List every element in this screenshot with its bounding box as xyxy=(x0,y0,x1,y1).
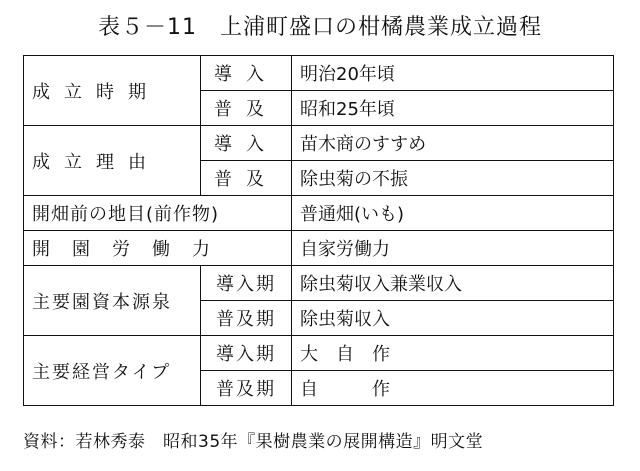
row-label-labor-force: 開園労働力 xyxy=(24,231,292,266)
table-row xyxy=(24,266,614,301)
sub-label: 導入期 xyxy=(201,336,292,371)
sub-label: 普及 xyxy=(201,161,292,196)
table-row xyxy=(24,231,614,266)
source-note: 資料：若林秀泰 昭和35年『果樹農業の展開構造』明文堂 xyxy=(23,432,484,452)
table-row xyxy=(24,336,614,371)
cell-value: 除虫菊収入兼業収入 xyxy=(292,266,614,301)
citrus-establishment-table xyxy=(23,55,614,406)
row-label-previous-land-use: 開畑前の地目(前作物) xyxy=(24,196,292,231)
table-row xyxy=(24,196,614,231)
cell-value: 自 作 xyxy=(292,371,614,406)
row-category-establishment-reason: 成立理由 xyxy=(24,126,201,196)
sub-label: 導入 xyxy=(201,126,292,161)
cell-value: 昭和25年頃 xyxy=(292,91,614,126)
table-title: 表５－11 上浦町盛口の柑橘農業成立過程 xyxy=(98,15,542,40)
cell-value: 大 自 作 xyxy=(292,336,614,371)
row-category-establishment-period: 成立時期 xyxy=(24,56,201,126)
cell-value: 自家労働力 xyxy=(292,231,614,266)
cell-value: 除虫菊の不振 xyxy=(292,161,614,196)
sub-label: 導入期 xyxy=(201,266,292,301)
sub-label: 普及期 xyxy=(201,301,292,336)
cell-value: 除虫菊収入 xyxy=(292,301,614,336)
sub-label: 普及 xyxy=(201,91,292,126)
row-category-capital-source: 主要園資本源泉 xyxy=(24,266,201,336)
sub-label: 導入 xyxy=(201,56,292,91)
table-row xyxy=(24,56,614,91)
row-category-management-type: 主要経営タイプ xyxy=(24,336,201,406)
cell-value: 明治20年頃 xyxy=(292,56,614,91)
cell-value: 普通畑(いも) xyxy=(292,196,614,231)
cell-value: 苗木商のすすめ xyxy=(292,126,614,161)
table-row xyxy=(24,126,614,161)
sub-label: 普及期 xyxy=(201,371,292,406)
